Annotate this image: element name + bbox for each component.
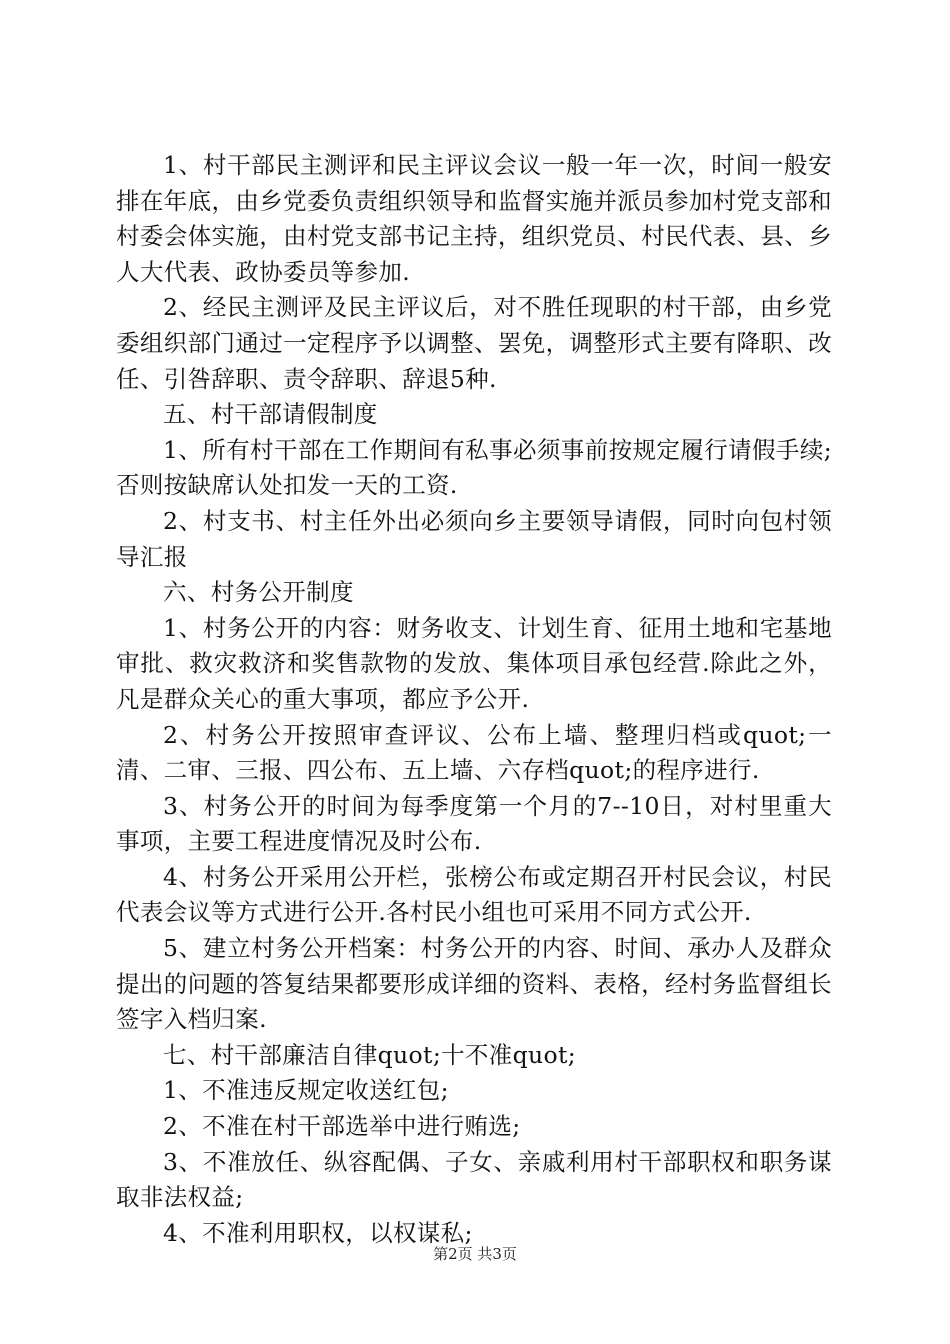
page-number-footer: 第2页 共3页 bbox=[433, 1245, 517, 1263]
section-heading-7: 七、村干部廉洁自律quot;十不准quot; bbox=[163, 1040, 577, 1069]
paragraph-3: 1、所有村干部在工作期间有私事必须事前按规定履行请假手续;否则按缺席认处扣发一天的工资. bbox=[116, 435, 832, 500]
paragraph-8: 4、村务公开采用公开栏，张榜公布或定期召开村民会议，村民代表会议等方式进行公开.各村民小组也可采用不同方式公开. bbox=[116, 862, 832, 927]
section-heading-5: 五、村干部请假制度 bbox=[163, 400, 378, 429]
paragraph-6: 2、村务公开按照审查评议、公布上墙、整理归档或quot;一清、二审、三报、四公布、五上墙、六存档quot;的程序进行. bbox=[116, 720, 832, 785]
paragraph-2: 2、经民主测评及民主评议后，对不胜任现职的村干部，由乡党委组织部门通过一定程序予以调整、罢免，调整形式主要有降职、改任、引咎辞职、责令辞职、辞退5种. bbox=[116, 293, 832, 393]
document-body bbox=[116, 148, 832, 1251]
paragraph-7: 3、村务公开的时间为每季度第一个月的7--10日，对村里重大事项，主要工程进度情况及时公布. bbox=[116, 791, 832, 856]
paragraph-1: 1、村干部民主测评和民主评议会议一般一年一次，时间一般安排在年底，由乡党委负责组织领导和监督实施并派员参加村党支部和村委会体实施，由村党支部书记主持，组织党员、村民代表、县、乡人大代表、政协委员等参加. bbox=[116, 151, 832, 286]
section-heading-6: 六、村务公开制度 bbox=[163, 578, 354, 607]
paragraph-13: 4、不准利用职权，以权谋私; bbox=[163, 1218, 473, 1247]
paragraph-5: 1、村务公开的内容：财务收支、计划生育、征用土地和宅基地审批、救灾救济和奖售款物的发放、集体项目承包经营.除此之外，凡是群众关心的重大事项，都应予公开. bbox=[116, 613, 832, 713]
paragraph-11: 2、不准在村干部选举中进行贿选; bbox=[163, 1112, 521, 1141]
paragraph-12: 3、不准放任、纵容配偶、子女、亲戚利用村干部职权和职务谋取非法权益; bbox=[116, 1147, 832, 1212]
paragraph-10: 1、不准违反规定收送红包; bbox=[163, 1076, 449, 1105]
paragraph-9: 5、建立村务公开档案：村务公开的内容、时间、承办人及群众提出的问题的答复结果都要形成详细的资料、表格，经村务监督组长签字入档归案. bbox=[116, 934, 832, 1034]
paragraph-4: 2、村支书、村主任外出必须向乡主要领导请假，同时向包村领导汇报 bbox=[116, 506, 832, 571]
